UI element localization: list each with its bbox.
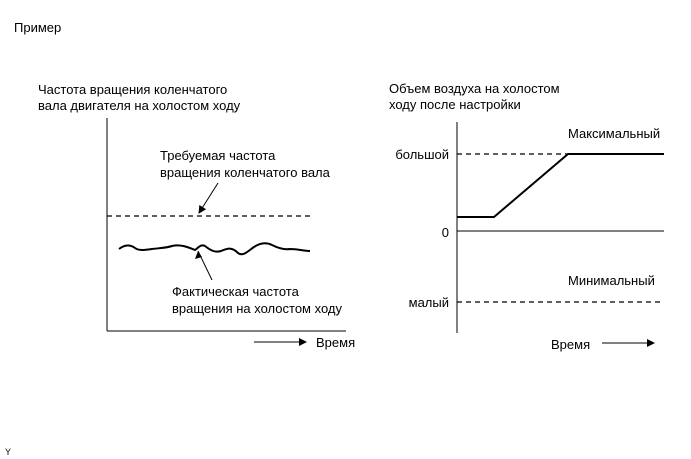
tick-small: малый [408,295,449,310]
right-chart-title-line2: ходу после настройки [389,97,521,112]
target-speed-label-line1: Требуемая частота [160,148,276,163]
actual-speed-label-line1: Фактическая частота [172,284,299,299]
target-speed-pointer [199,183,218,213]
min-label: Минимальный [568,273,655,288]
right-time-label: Время [551,337,591,352]
corner-mark: Y [5,447,12,457]
max-label: Максимальный [568,126,661,141]
tick-zero: 0 [441,225,449,240]
tick-large: большой [395,147,449,162]
actual-speed-label-line2: вращения на холостом ходу [172,301,342,316]
actual-speed-curve [119,243,310,254]
right-chart-title-line1: Объем воздуха на холостом [389,81,560,96]
left-chart-title-line2: вала двигателя на холостом ходу [38,98,241,113]
example-label: Пример [14,20,62,35]
left-chart-title-line1: Частота вращения коленчатого [38,82,228,97]
air-volume-curve [457,154,664,217]
target-speed-label-line2: вращения коленчатого вала [160,165,330,180]
left-time-label: Время [316,335,356,350]
